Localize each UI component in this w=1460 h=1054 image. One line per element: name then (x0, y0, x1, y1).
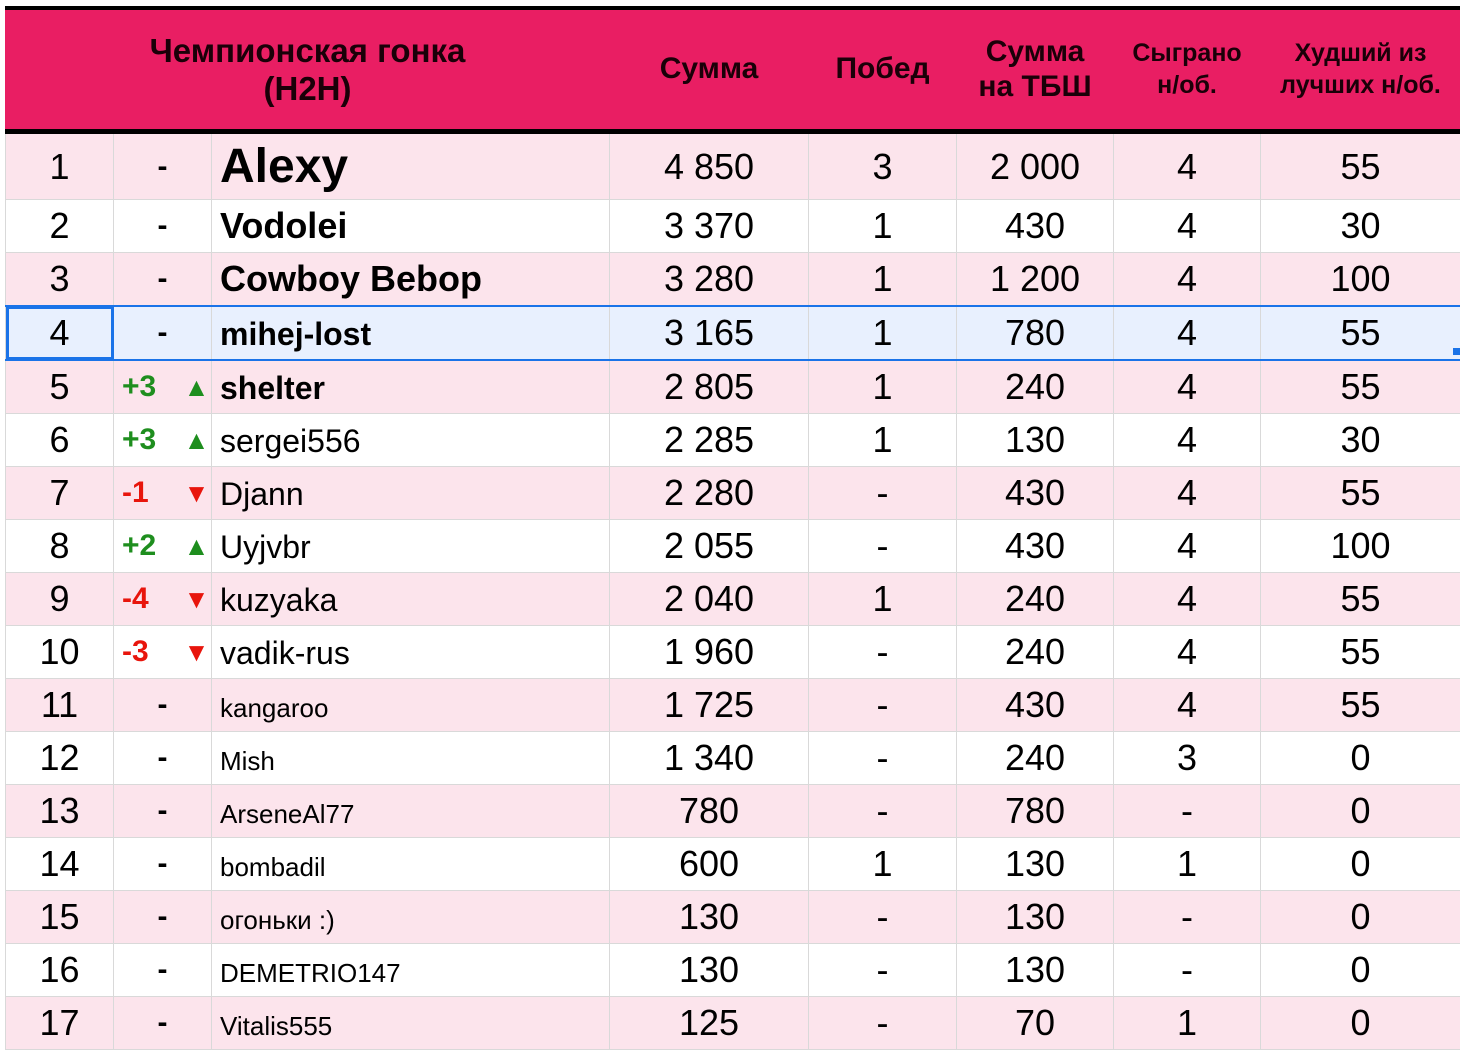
header-wins[interactable]: Побед (809, 8, 957, 132)
table-row[interactable] (6, 306, 1460, 360)
player-name: mihej-lost (220, 316, 372, 352)
rank-cell[interactable]: 6 (6, 414, 114, 467)
change-value: -3 (122, 635, 149, 668)
change-cell[interactable] (114, 997, 212, 1050)
rank-cell[interactable]: 1 (6, 132, 114, 200)
player-name-cell[interactable] (212, 467, 610, 520)
player-name: Alexy (220, 140, 349, 193)
worst-cell[interactable]: 0 (1261, 732, 1460, 785)
change-cell[interactable] (114, 944, 212, 997)
worst-cell[interactable]: 100 (1261, 520, 1460, 573)
player-name: Vodolei (220, 205, 348, 246)
sum-cell[interactable]: 125 (610, 997, 809, 1050)
played-cell[interactable]: 4 (1114, 414, 1261, 467)
wins-cell[interactable]: - (809, 944, 957, 997)
tbsh-cell[interactable]: 2 000 (957, 132, 1114, 200)
header-tbsh-line2: на ТБШ (978, 69, 1092, 103)
player-name-cell[interactable] (212, 360, 610, 414)
change-cell[interactable] (114, 626, 212, 679)
worst-cell[interactable]: 55 (1261, 360, 1460, 414)
player-name-cell[interactable] (212, 573, 610, 626)
change-cell[interactable] (114, 253, 212, 307)
played-cell[interactable]: 4 (1114, 520, 1261, 573)
header-worst[interactable] (1261, 8, 1460, 132)
change-cell[interactable] (114, 891, 212, 944)
sum-cell[interactable]: 1 960 (610, 626, 809, 679)
selection-fill-handle[interactable] (1453, 348, 1460, 355)
sum-cell[interactable]: 3 165 (610, 306, 809, 360)
worst-cell[interactable]: 55 (1261, 626, 1460, 679)
header-worst-line2: лучших н/об. (1280, 70, 1441, 99)
table-row[interactable] (6, 253, 1460, 307)
change-cell[interactable] (114, 573, 212, 626)
table-row[interactable] (6, 414, 1460, 467)
player-name: bombadil (220, 852, 326, 882)
table-row[interactable] (6, 200, 1460, 253)
played-cell[interactable]: - (1114, 891, 1261, 944)
player-name: Mish (220, 746, 275, 776)
header-played[interactable] (1114, 8, 1261, 132)
tbsh-cell[interactable]: 240 (957, 626, 1114, 679)
change-cell[interactable] (114, 132, 212, 200)
tbsh-cell[interactable]: 130 (957, 414, 1114, 467)
header-played-line1: Сыграно (1132, 39, 1242, 68)
table-row[interactable] (6, 785, 1460, 838)
played-cell[interactable]: 4 (1114, 306, 1261, 360)
worst-cell[interactable]: 55 (1261, 467, 1460, 520)
rank-cell[interactable]: 15 (6, 891, 114, 944)
header-worst-line1: Худший из (1294, 39, 1427, 68)
standings-sheet (5, 6, 1460, 1054)
tbsh-cell[interactable]: 70 (957, 997, 1114, 1050)
table-row[interactable] (6, 573, 1460, 626)
table-row[interactable] (6, 891, 1460, 944)
played-cell[interactable]: 4 (1114, 200, 1261, 253)
played-cell[interactable]: 4 (1114, 573, 1261, 626)
player-name-cell[interactable] (212, 306, 610, 360)
table-row[interactable] (6, 467, 1460, 520)
played-cell[interactable]: 1 (1114, 997, 1261, 1050)
change-value: - (157, 1006, 168, 1039)
played-cell[interactable]: 4 (1114, 360, 1261, 414)
player-name: Djann (220, 476, 304, 512)
player-name: ArseneAl77 (220, 799, 355, 829)
tbsh-cell[interactable]: 240 (957, 573, 1114, 626)
rank-cell[interactable]: 12 (6, 732, 114, 785)
tbsh-cell[interactable]: 430 (957, 200, 1114, 253)
player-name-cell[interactable] (212, 891, 610, 944)
worst-cell[interactable]: 0 (1261, 838, 1460, 891)
change-value: - (157, 149, 168, 183)
change-cell[interactable] (114, 414, 212, 467)
rank-cell[interactable]: 2 (6, 200, 114, 253)
trend-up-icon: ▲ (183, 530, 210, 561)
sum-cell[interactable]: 2 280 (610, 467, 809, 520)
change-value: -1 (122, 476, 149, 509)
played-cell[interactable]: 4 (1114, 253, 1261, 307)
rank-cell[interactable]: 13 (6, 785, 114, 838)
trend-down-icon: ▼ (183, 636, 210, 667)
tbsh-cell[interactable]: 130 (957, 838, 1114, 891)
player-name: vadik-rus (220, 635, 350, 671)
rank-cell[interactable]: 17 (6, 997, 114, 1050)
sum-cell[interactable]: 130 (610, 891, 809, 944)
header-title-line2: (H2H) (263, 69, 352, 107)
rank-cell[interactable]: 8 (6, 520, 114, 573)
tbsh-cell[interactable]: 240 (957, 360, 1114, 414)
change-cell[interactable] (114, 785, 212, 838)
change-cell[interactable] (114, 838, 212, 891)
wins-cell[interactable]: - (809, 467, 957, 520)
player-name-cell[interactable] (212, 679, 610, 732)
change-cell[interactable] (114, 679, 212, 732)
player-name-cell[interactable] (212, 253, 610, 307)
rank-cell[interactable]: 11 (6, 679, 114, 732)
sum-cell[interactable]: 2 285 (610, 414, 809, 467)
sum-cell[interactable]: 4 850 (610, 132, 809, 200)
header-tbsh-line1: Сумма (985, 35, 1085, 68)
played-cell[interactable]: 3 (1114, 732, 1261, 785)
wins-cell[interactable]: 1 (809, 838, 957, 891)
worst-cell[interactable]: 55 (1261, 132, 1460, 200)
header-sum[interactable]: Сумма (610, 8, 809, 132)
standings-body (6, 132, 1460, 1050)
played-cell[interactable]: 4 (1114, 467, 1261, 520)
change-value: - (157, 209, 168, 242)
rank-cell[interactable]: 4 (6, 306, 114, 360)
change-value: +3 (122, 370, 157, 403)
player-name: shelter (220, 370, 325, 406)
player-name-cell[interactable] (212, 626, 610, 679)
wins-cell[interactable]: 1 (809, 414, 957, 467)
player-name-cell[interactable] (212, 944, 610, 997)
tbsh-cell[interactable]: 1 200 (957, 253, 1114, 307)
worst-cell[interactable]: 55 (1261, 679, 1460, 732)
tbsh-cell[interactable]: 430 (957, 520, 1114, 573)
table-row[interactable] (6, 944, 1460, 997)
sum-cell[interactable]: 2 055 (610, 520, 809, 573)
player-name: kuzyaka (220, 582, 338, 618)
worst-cell[interactable]: 55 (1261, 306, 1460, 360)
rank-cell[interactable]: 14 (6, 838, 114, 891)
played-cell[interactable]: - (1114, 785, 1261, 838)
table-row[interactable] (6, 626, 1460, 679)
played-cell[interactable]: - (1114, 944, 1261, 997)
sum-cell[interactable]: 1 725 (610, 679, 809, 732)
change-value: - (157, 688, 168, 721)
table-row[interactable] (6, 838, 1460, 891)
trend-down-icon: ▼ (183, 583, 210, 614)
change-cell[interactable] (114, 467, 212, 520)
wins-cell[interactable]: 1 (809, 573, 957, 626)
header-title[interactable] (6, 8, 610, 132)
worst-cell[interactable]: 0 (1261, 785, 1460, 838)
tbsh-cell[interactable]: 240 (957, 732, 1114, 785)
wins-cell[interactable]: - (809, 997, 957, 1050)
rank-cell[interactable]: 16 (6, 944, 114, 997)
sum-cell[interactable]: 3 280 (610, 253, 809, 307)
change-value: - (157, 262, 168, 295)
rank-cell[interactable]: 7 (6, 467, 114, 520)
wins-cell[interactable]: - (809, 520, 957, 573)
player-name-cell[interactable] (212, 785, 610, 838)
tbsh-cell[interactable]: 130 (957, 891, 1114, 944)
sum-cell[interactable]: 130 (610, 944, 809, 997)
change-value: -4 (122, 582, 149, 615)
played-cell[interactable]: 4 (1114, 679, 1261, 732)
worst-cell[interactable]: 0 (1261, 891, 1460, 944)
change-value: - (157, 741, 168, 774)
change-cell[interactable] (114, 200, 212, 253)
change-value: - (157, 900, 168, 933)
table-row[interactable] (6, 997, 1460, 1050)
player-name: DEMETRIO147 (220, 958, 401, 988)
change-value: - (157, 953, 168, 986)
sum-cell[interactable]: 600 (610, 838, 809, 891)
sum-cell[interactable]: 2 805 (610, 360, 809, 414)
wins-cell[interactable]: 1 (809, 253, 957, 307)
tbsh-cell[interactable]: 780 (957, 306, 1114, 360)
wins-cell[interactable]: 1 (809, 200, 957, 253)
wins-cell[interactable]: - (809, 626, 957, 679)
trend-up-icon: ▲ (183, 424, 210, 455)
change-cell[interactable] (114, 732, 212, 785)
wins-cell[interactable]: 1 (809, 360, 957, 414)
table-row[interactable] (6, 679, 1460, 732)
player-name-cell[interactable] (212, 732, 610, 785)
sum-cell[interactable]: 1 340 (610, 732, 809, 785)
player-name: Vitalis555 (220, 1011, 333, 1041)
table-row[interactable] (6, 520, 1460, 573)
played-cell[interactable]: 4 (1114, 132, 1261, 200)
worst-cell[interactable]: 100 (1261, 253, 1460, 307)
rank-cell[interactable]: 5 (6, 360, 114, 414)
player-name-cell[interactable] (212, 520, 610, 573)
table-row[interactable] (6, 360, 1460, 414)
standings-table (5, 6, 1460, 1050)
tbsh-cell[interactable]: 430 (957, 679, 1114, 732)
change-cell[interactable] (114, 360, 212, 414)
sum-cell[interactable]: 780 (610, 785, 809, 838)
worst-cell[interactable]: 0 (1261, 997, 1460, 1050)
wins-cell[interactable]: - (809, 785, 957, 838)
change-value: +3 (122, 423, 157, 456)
player-name-cell[interactable] (212, 997, 610, 1050)
player-name: Uyjvbr (220, 529, 311, 565)
wins-cell[interactable]: 1 (809, 306, 957, 360)
header-title-line1: Чемпионская гонка (149, 31, 466, 69)
change-value: - (157, 316, 168, 349)
sum-cell[interactable]: 3 370 (610, 200, 809, 253)
worst-cell[interactable]: 30 (1261, 200, 1460, 253)
player-name-cell[interactable] (212, 414, 610, 467)
player-name: Cowboy Bebop (220, 258, 482, 299)
change-value: +2 (122, 529, 157, 562)
played-cell[interactable]: 4 (1114, 626, 1261, 679)
change-cell[interactable] (114, 520, 212, 573)
header-row (6, 8, 1460, 132)
tbsh-cell[interactable]: 780 (957, 785, 1114, 838)
header-played-line2: н/об. (1157, 70, 1217, 99)
player-name: огоньки :) (220, 905, 335, 935)
worst-cell[interactable]: 30 (1261, 414, 1460, 467)
change-cell[interactable] (114, 306, 212, 360)
change-value: - (157, 794, 168, 827)
played-cell[interactable]: 1 (1114, 838, 1261, 891)
tbsh-cell[interactable]: 130 (957, 944, 1114, 997)
wins-cell[interactable]: - (809, 891, 957, 944)
wins-cell[interactable]: - (809, 679, 957, 732)
player-name-cell[interactable] (212, 838, 610, 891)
sum-cell[interactable]: 2 040 (610, 573, 809, 626)
worst-cell[interactable]: 55 (1261, 573, 1460, 626)
wins-cell[interactable]: 3 (809, 132, 957, 200)
table-row[interactable] (6, 132, 1460, 200)
player-name: kangaroo (220, 693, 329, 723)
header-tbsh[interactable] (957, 8, 1114, 132)
trend-down-icon: ▼ (183, 477, 210, 508)
wins-cell[interactable]: - (809, 732, 957, 785)
player-name: sergei556 (220, 423, 361, 459)
worst-cell[interactable]: 0 (1261, 944, 1460, 997)
rank-cell[interactable]: 10 (6, 626, 114, 679)
rank-cell[interactable]: 3 (6, 253, 114, 307)
table-row[interactable] (6, 732, 1460, 785)
player-name-cell[interactable] (212, 200, 610, 253)
change-value: - (157, 847, 168, 880)
trend-up-icon: ▲ (183, 371, 210, 402)
rank-cell[interactable]: 9 (6, 573, 114, 626)
tbsh-cell[interactable]: 430 (957, 467, 1114, 520)
player-name-cell[interactable] (212, 132, 610, 200)
